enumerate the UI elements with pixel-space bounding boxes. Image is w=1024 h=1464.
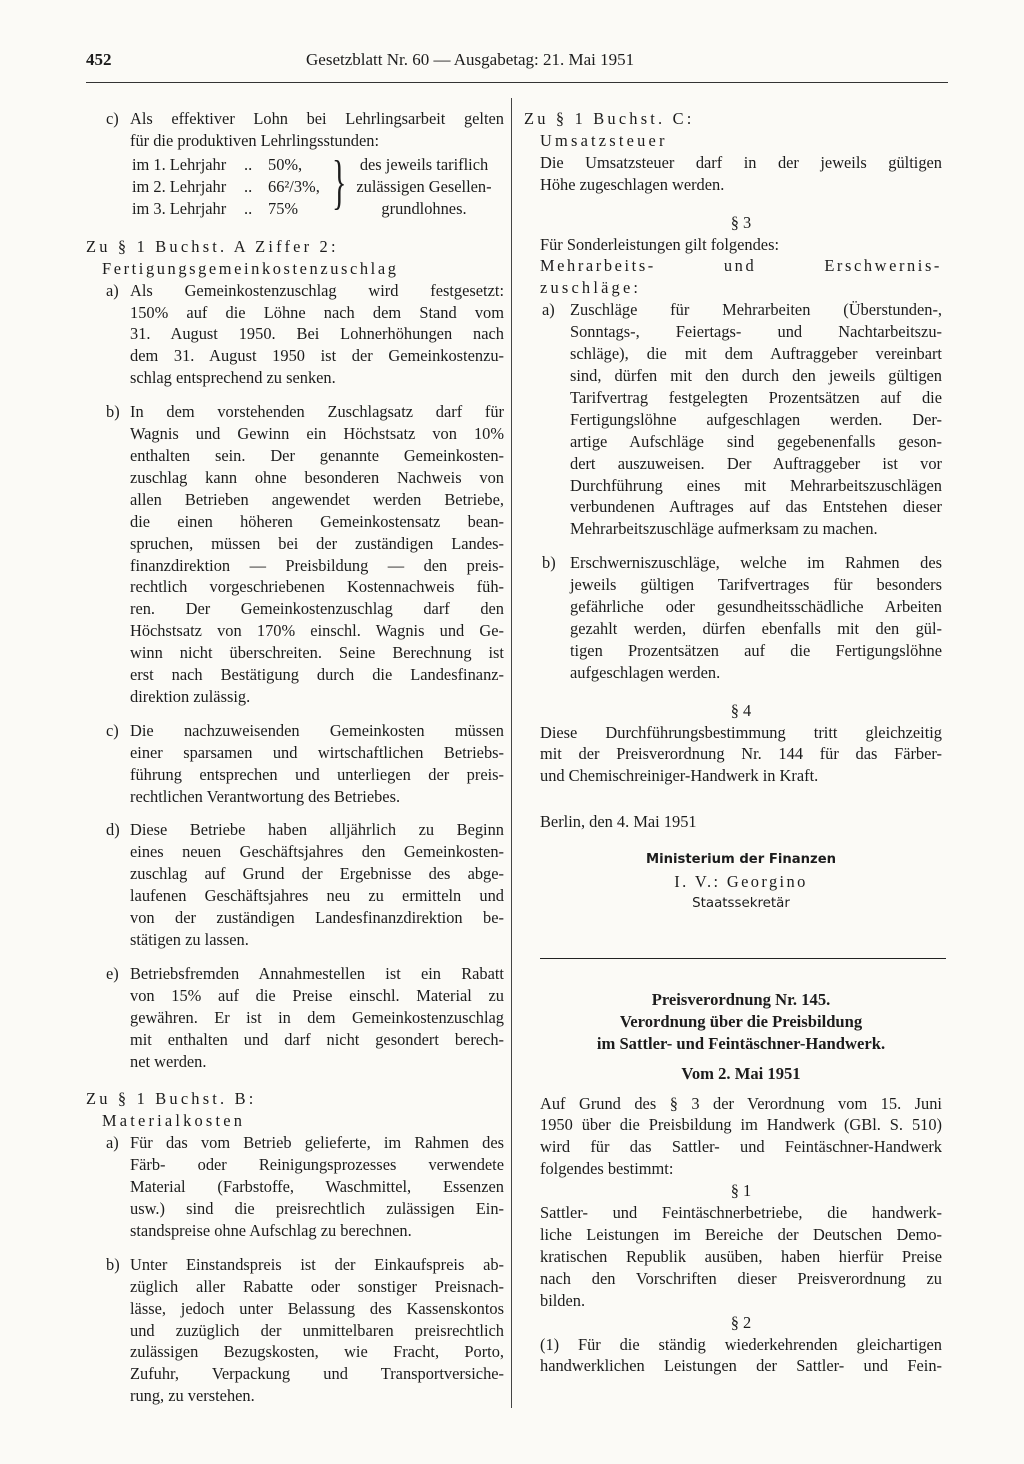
text-line: winn nicht überschreiten. Seine Berechnung ist [130,643,504,663]
text-line: zuschlag auf Grund der Ergebnisse des abge- [130,864,504,884]
text-line: lässe, jedoch unter Belassung des Kassenskontos [130,1298,504,1318]
section-rule [540,958,946,959]
text-line: Für das vom Betrieb gelieferte, im Rahmen des [130,1133,504,1153]
text-line: Wagnis und Gewinn ein Höchstsatz von 10% [130,424,504,444]
signatory-role: Staatssekretär [692,896,790,911]
section-subheading: Materialkosten [102,1111,246,1131]
right-column [524,108,942,1377]
text-line: zuschläge: [540,278,642,298]
text-line: verbundenen Auftrages auf das Entstehen dieser [570,497,942,517]
text-line: Betriebsfremden Annahmestellen ist ein Rabatt [130,963,504,983]
text-line: Die nachzuweisenden Gemeinkosten müssen [130,720,504,740]
list-item [84,280,504,390]
lehrjahr-year: im 2. Lehrjahr [132,176,227,196]
text-line: rechtlichen Verantwortung des Betriebes. [130,786,401,806]
text-line: Als Gemeinkostenzuschlag wird festgesetzt: [130,280,504,300]
item-label: b) [106,402,120,422]
text-line: zuschlag kann ohne besonderen Nachweis von [130,467,504,487]
list-item [84,1132,504,1242]
lehrjahr-year: im 3. Lehrjahr [132,198,227,218]
text-line: 31. August 1950. Bei Lohnerhöhungen nach [130,324,504,344]
ministry-name: Ministerium der Finanzen [645,852,837,868]
text-line: von der zuständigen Landesfinanzdirektion be- [130,908,504,928]
text-line: Mehrarbeitszuschläge aufmerksam zu machen. [570,519,878,539]
section-heading: Zu § 1 Buchst. B: [86,1089,257,1109]
text-line: spruchen, müssen bei der zuständigen Landes- [130,533,504,553]
text-line: nach den Vorschriften dieser Preisverordnung zu [540,1268,942,1288]
column-divider [511,98,512,1408]
text-line: mit der Preisverordnung Nr. 144 für das Färber- [540,744,942,764]
page-header [86,50,946,78]
ordinance-subtitle: im Sattler- und Feintäschner-Handwerk. [596,1033,886,1053]
text-line: und zuzüglich der unmittelbaren preisrechtlich [130,1320,504,1340]
paragraph-title: § 4 [730,700,752,720]
text-line: schläge), die mit dem Auftraggeber vereinbart [570,344,942,364]
page-number: 452 [86,50,112,69]
text-line: von 15% auf die Preise einschl. Material zu [130,985,504,1005]
list-item [84,401,504,708]
left-column [84,108,504,1407]
lehrjahr-dots: .. [244,154,253,174]
text-line: Durchführung eines mit Mehrarbeitszuschlägen [570,475,942,495]
text-line: tigen Prozentsätzen auf die Fertigungslöhne [570,640,942,660]
text-line: liche Leistungen im Bereiche der Deutschen Demo- [540,1224,942,1244]
text-line: zulässigen Gesellen- [356,176,492,196]
item-label: c) [106,109,119,128]
text-line: Fertigungslöhne aufgeschlagen werden. Der- [570,409,942,429]
text-line: usw.) sind die preisrechtlich zulässigen Ein- [130,1198,504,1218]
text-line: Diese Betriebe haben alljährlich zu Beginn [130,820,504,840]
text-line: schlag entsprechend zu senken. [130,368,336,388]
text-line: wird für das Sattler- und Feintäschner-Handwerk [540,1137,942,1157]
text-line: direktion zulässig. [130,686,251,706]
ordinance-title: Preisverordnung Nr. 145. [651,989,831,1009]
item-label: a) [106,280,119,300]
text-line: rechtlich vorgeschriebenen Kostennachweis füh- [130,577,504,597]
paragraph: Für Sonderleistungen gilt folgendes: [540,234,780,254]
list-item [84,720,504,808]
text-line: führung entsprechen und unterliegen der preis- [130,764,504,784]
new-ordinance [524,989,942,1377]
text-line: bilden. [540,1290,586,1310]
lehrjahr-row [132,176,332,198]
section-heading: Zu § 1 Buchst. C: [524,109,695,128]
text-line: ren. Der Gemeinkostenzuschlag darf den [130,599,504,619]
ordinance-subtitle: Verordnung über die Preisbildung [619,1011,863,1031]
text-line: laufenen Geschäftsjahres neu zu ermitteln und [130,886,504,906]
section-heading: Zu § 1 Buchst. A Ziffer 2: [86,236,339,256]
text-line: Unter Einstandspreis ist der Einkaufspreis ab- [130,1254,504,1274]
lehrjahr-percent: 50%, [268,154,303,174]
text-line: (1) Für die ständig wiederkehrenden gleichartigen [540,1334,942,1354]
item-label: a) [542,300,555,320]
header-rule [86,82,948,83]
item-label: b) [542,553,556,573]
text-line: jeweils gültigen Tarifvertrages für besonders [570,575,942,595]
paragraph [524,152,942,196]
text-line: In dem vorstehenden Zuschlagsatz darf für [130,402,504,422]
text-line: kratischen Republik ausüben, haben hierfür Preise [540,1246,942,1266]
text-line: Die Umsatzsteuer darf in der jeweils gültigen [540,152,942,172]
paragraph [524,722,942,788]
text-line: Tarifvertrag festgelegten Prozentsätzen auf die [570,387,942,407]
text-line: 1950 über die Preisbildung im Handwerk (GBl. S. 510) [540,1115,942,1135]
text-line: Erschwerniszuschläge, welche im Rahmen des [570,553,942,573]
text-line: artige Aufschläge sind gegebenenfalls geson- [570,431,942,451]
item-label: e) [106,963,119,983]
text-line: zulässigen Bezugskosten, wie Fracht, Porto, [130,1342,504,1362]
brace-text [344,152,504,220]
text-line: aufgeschlagen werden. [570,662,721,682]
text-line: handwerklichen Leistungen der Sattler- und Fein- [540,1356,942,1376]
ordinance-date: Vom 2. Mai 1951 [681,1063,801,1083]
text-line: 150% auf die Löhne nach dem Stand vom [130,302,504,322]
section-subheading [524,255,942,299]
paragraph-title: § 2 [730,1312,752,1332]
lehrjahr-percent: 75% [268,198,299,218]
item-label: d) [106,820,120,840]
text-line: Höhe zugeschlagen werden. [540,174,725,194]
text-line: des jeweils tariflich [359,154,489,174]
text-line: für die produktiven Lehrlingsstunden: [130,130,379,150]
text-line: net werden. [130,1051,207,1071]
list-item [524,299,942,540]
text-line: Als effektiver Lohn bei Lehrlingsarbeit gelten [130,109,504,128]
text-line: einer sparsamen und wirtschaftlichen Betriebs- [130,742,504,762]
text-line: standspreise ohne Aufschlag zu berechnen. [130,1220,412,1240]
lehrjahr-year: im 1. Lehrjahr [132,154,227,174]
text-line: gefährliche oder gesundheitsschädliche Arbeiten [570,597,942,617]
header-title: Gesetzblatt Nr. 60 — Ausgabetag: 21. Mai 1951 [306,50,635,69]
lehrjahr-table [132,148,504,220]
text-line: rung, zu verstehen. [130,1386,255,1406]
text-line: Zuschläge für Mehrarbeiten (Überstunden-, [570,300,942,320]
paragraph-title: § 1 [730,1181,752,1201]
list-item [84,1254,504,1407]
brace-glyph: } [332,148,347,215]
text-line: enthalten sein. Der genannte Gemeinkosten- [130,445,504,465]
text-line: Zufuhr, Verpackung und Transportversiche- [130,1364,504,1384]
lehrjahr-row [132,154,332,176]
paragraph-title: § 3 [730,212,752,232]
text-line: finanzdirektion — Preisbildung — den preis- [130,555,504,575]
list-item [524,552,942,683]
text-line: dem 31. August 1950 ist der Gemeinkostenzu- [130,346,504,366]
text-line: stätigen zu lassen. [130,930,249,949]
section-subheading: Umsatzsteuer [540,130,668,150]
text-line: Höchstsatz von 170% einschl. Wagnis und Ge- [130,621,504,641]
text-line: Auf Grund des § 3 der Verordnung vom 15. Juni [540,1093,942,1113]
text-line: züglich aller Rabatte oder sonstiger Preisnach- [130,1276,504,1296]
text-line: dert auszuweisen. Der Auftraggeber ist vor [570,453,942,473]
text-line: und Chemischreiniger-Handwerk in Kraft. [540,766,819,786]
text-line: Mehrarbeits- und Erschwernis- [540,256,942,276]
text-line: folgendes bestimmt: [540,1159,674,1179]
item-label: b) [106,1254,120,1274]
place-date: Berlin, den 4. Mai 1951 [540,812,697,832]
section-subheading: Fertigungsgemeinkostenzuschlag [102,258,399,278]
text-line: gezahlt werden, dürfen ebenfalls mit den gül- [570,618,942,638]
text-line: Färb- oder Reinigungsprozesses verwendete [130,1155,504,1175]
text-line: eines neuen Geschäftsjahres den Gemeinkosten- [130,842,504,862]
text-line: Diese Durchführungsbestimmung tritt gleichzeitig [540,722,942,742]
item-label: c) [106,720,119,740]
signatory: I. V.: Georgino [674,872,808,892]
lehrjahr-percent: 66²/3%, [268,176,320,196]
lehrlingslohn-item [84,108,504,152]
text-line: mit enthalten und darf nicht gesondert berech- [130,1029,504,1049]
text-line: gewähren. Er ist in dem Gemeinkostenzuschlag [130,1007,504,1027]
lehrjahr-dots: .. [244,176,253,196]
text-line: sind, dürfen mit den durch den jeweils gültigen [570,365,942,385]
text-line: die einen höheren Gemeinkostensatz bean- [130,511,504,531]
list-item [84,819,504,950]
lehrjahr-row [132,198,332,220]
text-line: Sattler- und Feintäschnerbetriebe, die handwerk- [540,1203,942,1223]
text-line: Sonntags-, Feiertags- und Nachtarbeitszu- [570,322,942,342]
text-line: erst nach Bestätigung durch die Landesfinanz- [130,665,504,685]
text-line: Material (Farbstoffe, Waschmittel, Essenzen [130,1177,504,1197]
lehrjahr-dots: .. [244,198,253,218]
list-item [84,963,504,1073]
item-label: a) [106,1133,119,1153]
text-line: allen Betrieben angewendet werden Betriebe, [130,489,504,509]
text-line: grundlohnes. [381,198,467,218]
